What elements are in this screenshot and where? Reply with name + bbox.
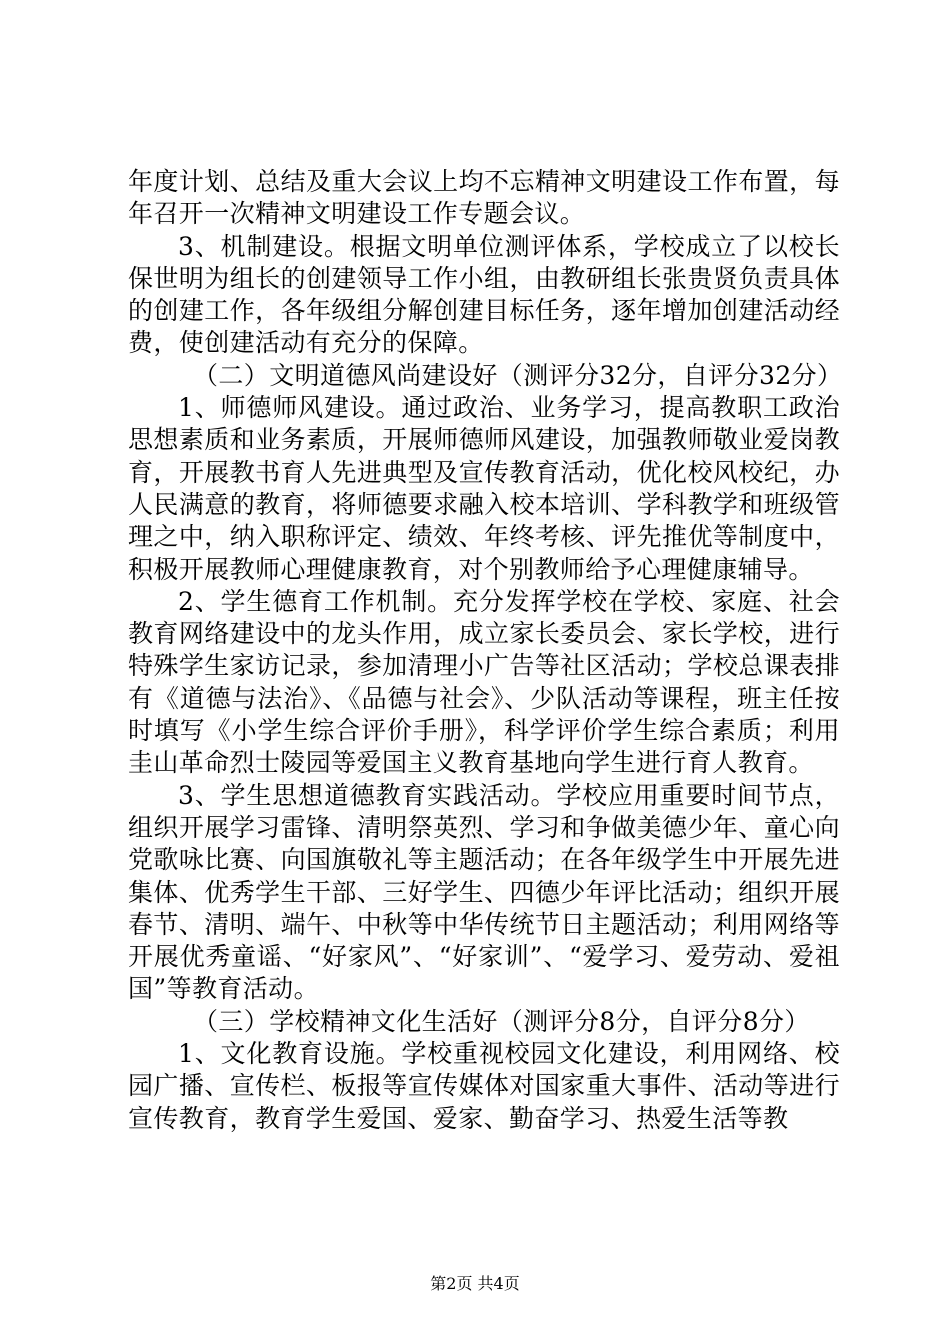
page-number: 第2页 共4页 xyxy=(430,1274,520,1293)
paragraph-cultural-facilities: 1、文化教育设施。学校重视校园文化建设，利用网络、校园广播、宣传栏、板报等宣传媒体对国家重大事件、活动等进行宣传教育，教育学生爱国、爱家、勤奋学习、热爱生活等教 xyxy=(128,1039,840,1133)
paragraph-teacher-ethics: 1、师德师风建设。通过政治、业务学习，提高教职工政治思想素质和业务素质，开展师德师风建设，加强教师敬业爱岗教育，开展教书育人先进典型及宣传教育活动，优化校风校纪，办人民满意的教育，将师德要求融入校本培训、学科教学和班级管理之中，纳入职称评定、绩效、年终考核、评先推优等制度中，积极开展教师心理健康教育，对个别教师给予心理健康辅导。 xyxy=(128,393,840,584)
section-heading-moral-ethos: （二）文明道德风尚建设好（测评分32分，自评分32分） xyxy=(193,360,843,390)
paragraph-continuation: 年度计划、总结及重大会议上均不忘精神文明建设工作布置，每年召开一次精神文明建设工作专题会议。 xyxy=(128,167,840,229)
paragraph-moral-practice-activities: 3、学生思想道德教育实践活动。学校应用重要时间节点，组织开展学习雷锋、清明祭英烈、学习和争做美德少年、童心向党歌咏比赛、向国旗敬礼等主题活动；在各年级学生中开展先进集体、优秀学生干部、三好学生、四德少年评比活动；组织开展春节、清明、端午、中秋等中华传统节日主题活动；利用网络等开展优秀童谣、“好家风”、“好家训”、“爱学习、爱劳动、爱祖国”等教育活动。 xyxy=(128,780,840,1004)
section-heading-cultural-life: （三）学校精神文化生活好（测评分8分，自评分8分） xyxy=(193,1006,810,1036)
document-body xyxy=(128,166,843,1135)
paragraph-student-moral-mechanism: 2、学生德育工作机制。充分发挥学校在学校、家庭、社会教育网络建设中的龙头作用，成立家长委员会、家长学校，进行特殊学生家访记录，参加清理小广告等社区活动；学校总课表排有《道德与法治》、《品德与社会》、少队活动等课程，班主任按时填写《小学生综合评价手册》，科学评价学生综合素质；利用圭山革命烈士陵园等爱国主义教育基地向学生进行育人教育。 xyxy=(128,586,840,778)
paragraph-mechanism-building: 3、机制建设。根据文明单位测评体系，学校成立了以校长保世明为组长的创建领导工作小组，由教研组长张贵贤负责具体的创建工作，各年级组分解创建目标任务，逐年增加创建活动经费，使创建活动有充分的保障。 xyxy=(128,231,840,358)
page-footer xyxy=(0,1271,950,1294)
